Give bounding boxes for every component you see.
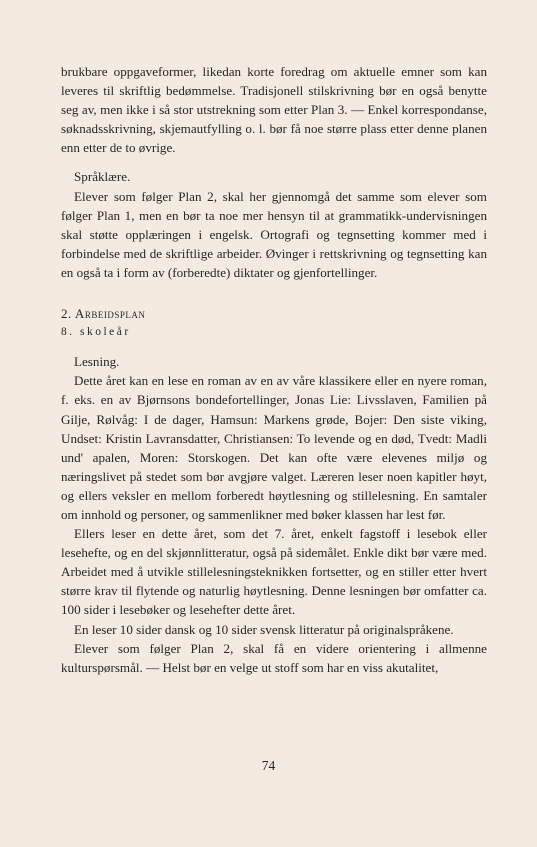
paragraph-composition: brukbare oppgaveformer, likedan korte foredrag om aktuelle emner som kan leveres til skriftlig bedømmelse. Tradisjonell stilskrivning bør en også benytte seg av, men ikke i så stor utstrekning som etter Plan 3. — Enkel korrespondanse, søknadsskrivning, skjemautfylling o. l. bør få noe større plass etter denne planen enn etter de to øvrige.	[61, 64, 487, 156]
heading-skolear: 8. skoleår	[61, 326, 131, 339]
heading-sprakaere: Språklære.	[74, 169, 131, 185]
paragraph-culture: Elever som følger Plan 2, skal få en videre orientering i allmenne kulturspørsmål. — Helst bør en velge ut stoff som har en viss akutalitet,	[61, 640, 487, 675]
body-text	[61, 62, 487, 677]
paragraph-grammar: Elever som følger Plan 2, skal her gjennomgå det samme som elever som følger Plan 1, men en bør ta noe mer hensyn til at grammatikk-undervisningen skal støtte opplæringen i engelsk. Ortografi og tegnsetting kommer med i forbindelse med de skriftlige arbeider. Øvinger i rettskrivning og tegnsetting kan en også ta i form av (forberedte) diktater og gjenfortellinger.	[61, 188, 487, 280]
paragraph-novels: Dette året kan en lese en roman av en av våre klassikere eller en nyere roman, f. eks. en av Bjørnsons bondefortellinger, Jonas Lie: Livsslaven, Familien på Gilje, Rølvåg: I de dager, Hamsun: Markens grøde, Bojer: Den siste viking, Undset: Kristin Lavransdatter, Christiansen: To levende og en død, Tvedt: Madli und' apalen, Moren: Storskogen. Det kan ofte være elevenes miljø og næringslivet på stedet som bør avgjøre valget. Læreren leser noen kapitler høyt, og ellers veksler en mellom forberedt høytlesning og stillelesning. En samtaler om innhold og personer, og sammenlikner med bøker klassen har lest før.	[61, 373, 487, 522]
page-number: 74	[261, 758, 276, 773]
paragraph-reading-volume: Ellers leser en dette året, som det 7. året, enkelt fagstoff i lesebok eller lesehefte, og en del skjønnlitteratur, også på sidemålet. Enkle dikt bør være med. Arbeidet med å utvikle stillelesningsteknikken fortsetter, og en stiller etter hvert større krav til flytende og naturlig høytlesning. Denne lesningen bør omfatter ca. 100 sider i lesebøker og lesehefter dette året.	[61, 526, 487, 618]
paragraph-scandinavian: En leser 10 sider dansk og 10 sider svensk litteratur på originalspråkene.	[74, 621, 454, 637]
heading-arbeidsplan: 2. Arbeidsplan	[61, 306, 146, 322]
heading-lesning: Lesning.	[74, 354, 120, 370]
